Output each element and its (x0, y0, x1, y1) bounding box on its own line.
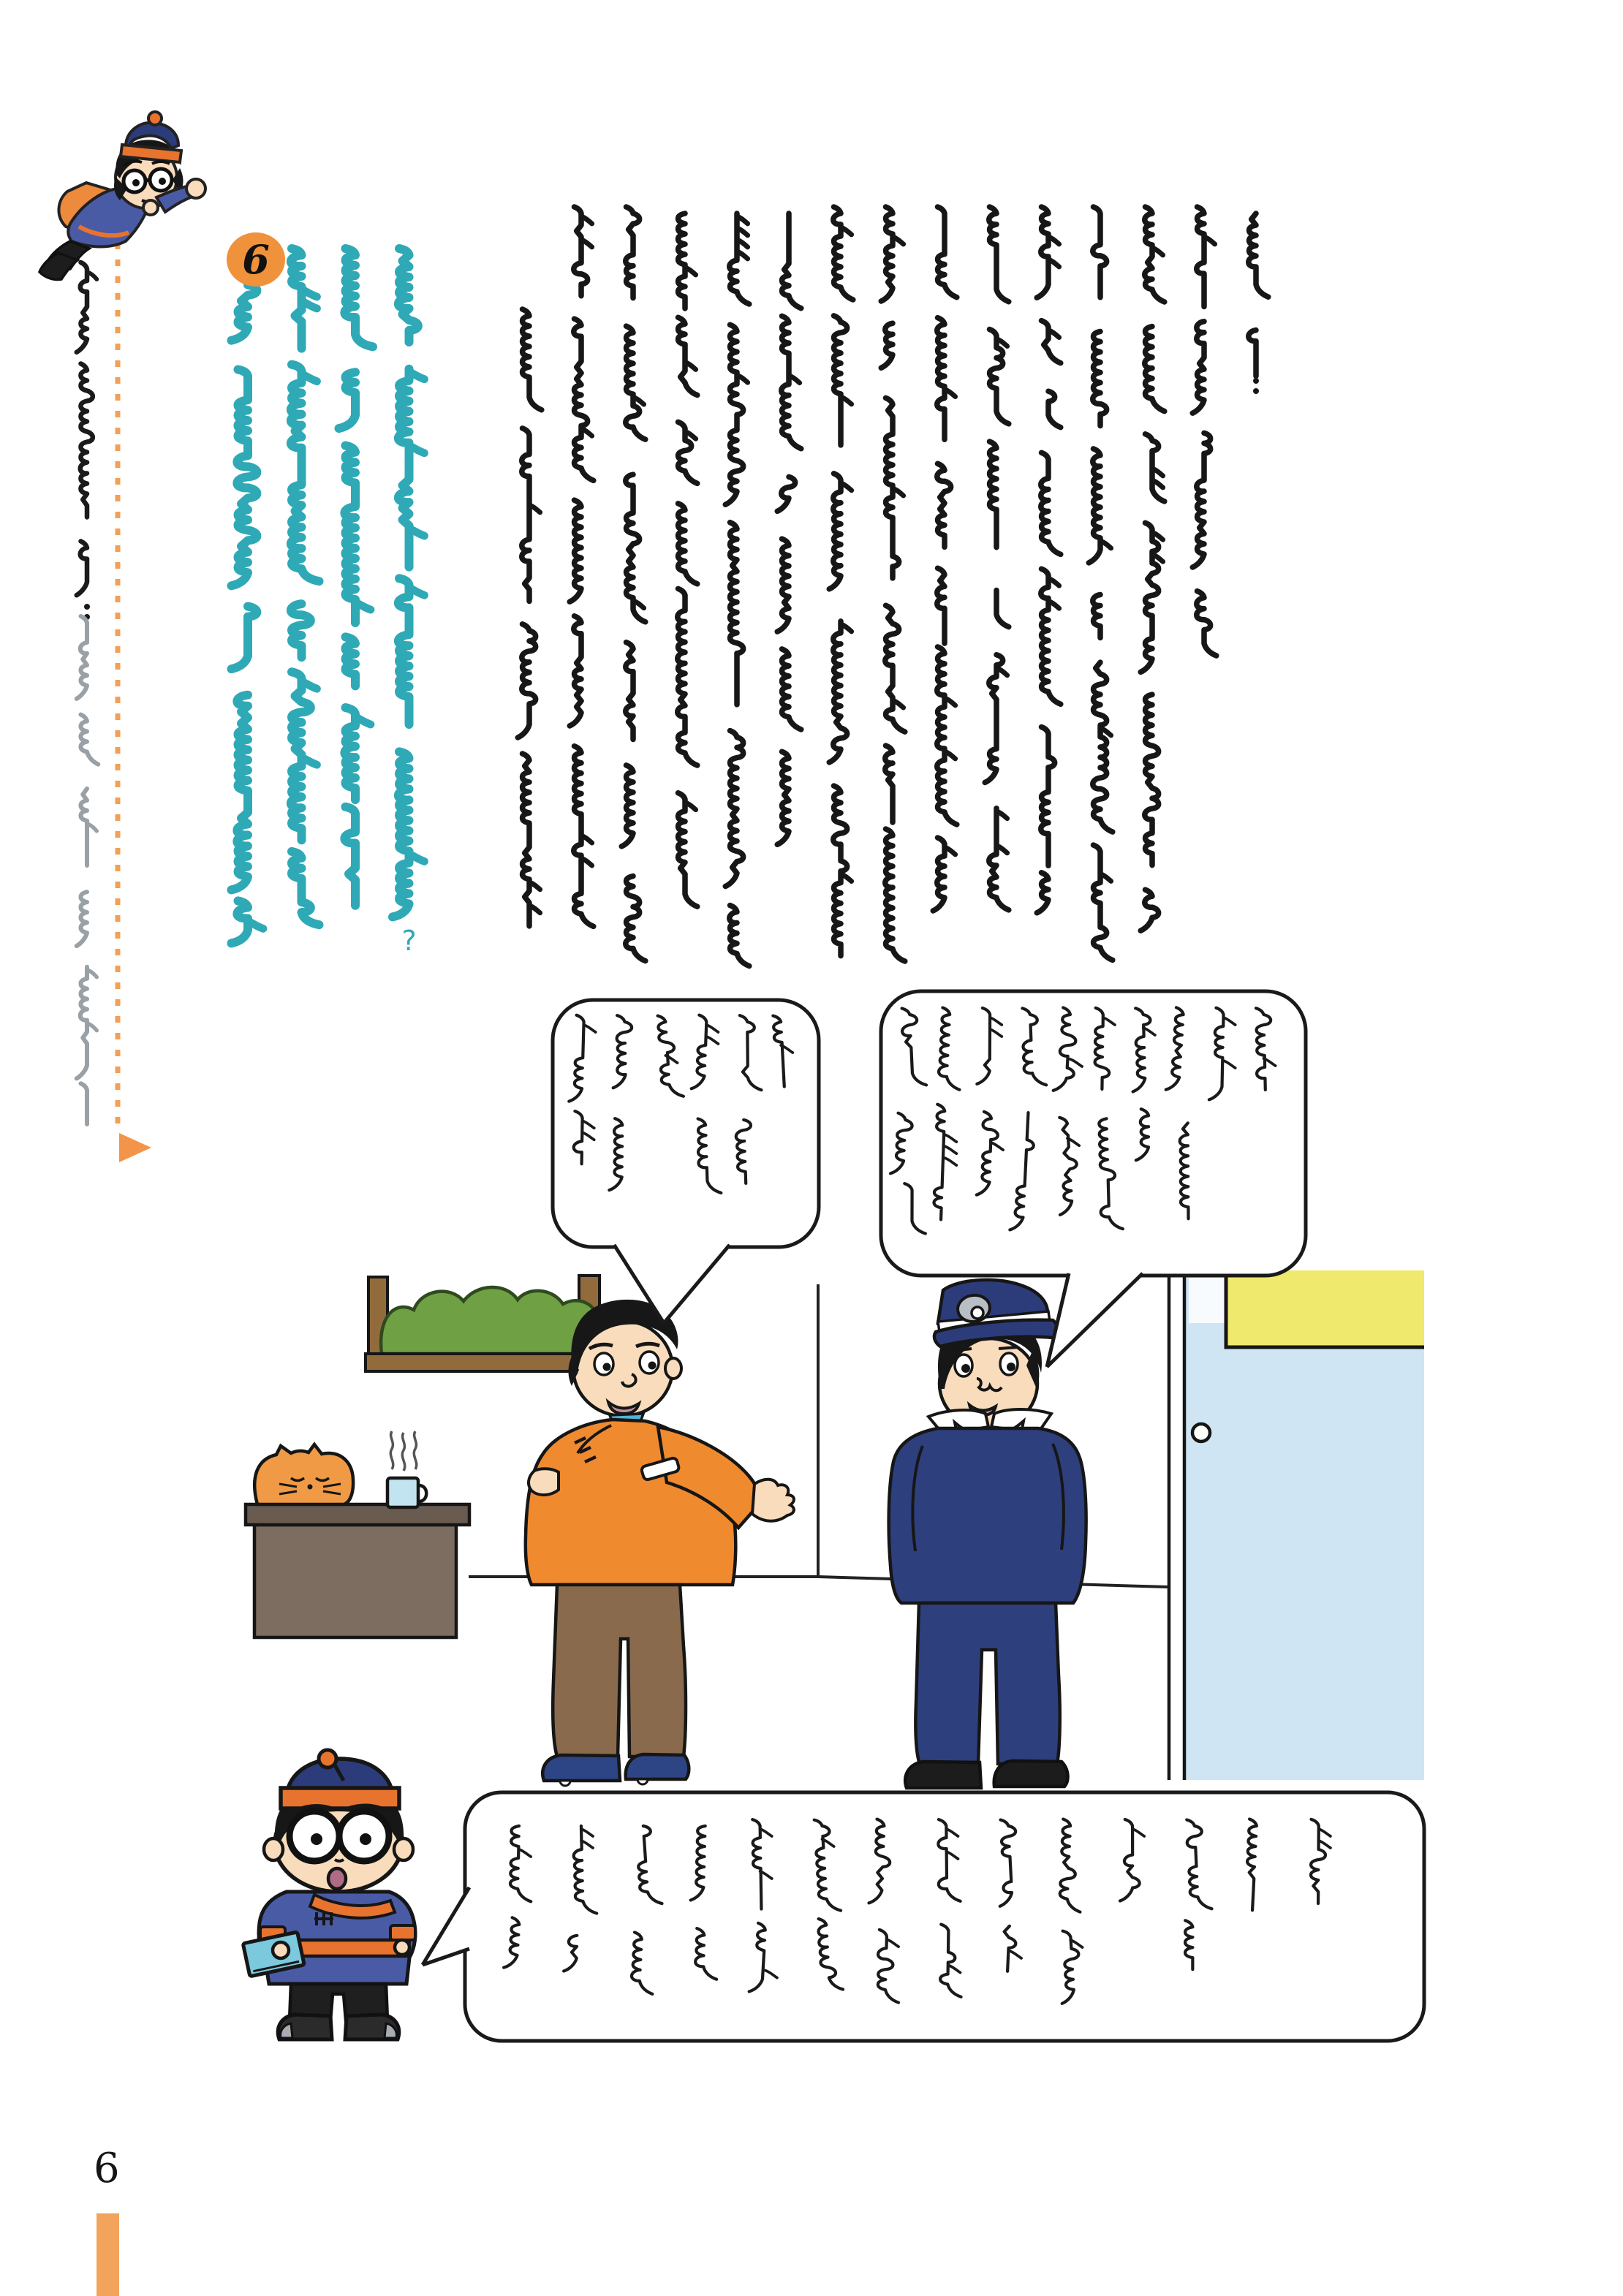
body-script-column (1249, 213, 1268, 394)
man-eye (640, 1352, 659, 1374)
body-script-column (725, 213, 749, 966)
lesson-number-badge (227, 232, 285, 287)
arrow-triangle-icon (119, 1133, 151, 1162)
man-pants (553, 1585, 686, 1757)
cat-body (254, 1444, 353, 1504)
door-highlight (1189, 1278, 1227, 1323)
body-script-column (985, 207, 1009, 910)
body-script-column (518, 309, 542, 926)
body-script-column (621, 207, 646, 961)
man-shoe (626, 1754, 689, 1779)
mascot-eye (159, 178, 166, 185)
man-pupil (648, 1362, 657, 1370)
man-hand-right (752, 1479, 794, 1521)
mascot-eye (132, 179, 140, 186)
shrubs (381, 1287, 599, 1354)
body-script-column (777, 213, 801, 844)
police-pupil (1007, 1363, 1015, 1371)
body-script-column (933, 207, 957, 911)
door-panel (1184, 1274, 1424, 1780)
boy-stitch-marks (314, 1912, 333, 1925)
boy-hat-knob (319, 1750, 336, 1768)
mascot-hand (186, 179, 205, 198)
police-pants (915, 1603, 1059, 1764)
svg-text:?: ? (401, 925, 417, 957)
cat-nose (308, 1485, 313, 1490)
man-shoe-notch (560, 1781, 570, 1786)
door (1169, 1270, 1424, 1780)
boy-with-book (243, 1750, 415, 2039)
mascot-hand (143, 200, 158, 215)
police-shoe (905, 1762, 981, 1788)
man-shoe (542, 1755, 620, 1781)
desk-top (246, 1504, 469, 1525)
steam-icon (390, 1431, 393, 1469)
mascot-hat-knob (148, 112, 162, 125)
door-transom (1226, 1270, 1424, 1347)
heading-script-column (232, 249, 264, 943)
man-ear (665, 1358, 681, 1379)
speech-bubble-boy (423, 1792, 1424, 2041)
boy-hand (273, 1942, 289, 1958)
heading-script-column (291, 249, 319, 925)
man-eye (594, 1353, 613, 1375)
body-script-column (1140, 207, 1165, 931)
heading-script-column (393, 249, 425, 957)
desk-front (254, 1525, 456, 1637)
body-script-column (1192, 207, 1217, 656)
body-script-column (1089, 207, 1113, 960)
body-script-column (1037, 207, 1061, 913)
sleeping-cat (254, 1444, 353, 1504)
boy-nose (335, 1860, 344, 1861)
boy-ear (264, 1838, 283, 1860)
man-hand-left (529, 1469, 559, 1495)
steam-icon (402, 1433, 404, 1471)
steam-icon (414, 1431, 416, 1469)
man-shoe-notch (638, 1779, 648, 1784)
body-script-column (829, 207, 853, 956)
scene-room (243, 991, 1424, 2041)
police-pupil (961, 1364, 970, 1373)
lesson-number: 6 (242, 236, 270, 283)
steaming-cup (387, 1431, 426, 1507)
boy-hand (395, 1940, 409, 1955)
boy-cuff (390, 1925, 415, 1940)
sidebar-script-gray (77, 616, 98, 1124)
footer-accent-bar (97, 2213, 119, 2296)
man-pupil (603, 1363, 611, 1371)
boy-pupil (360, 1833, 371, 1845)
body-script-column (881, 207, 905, 961)
desk (246, 1504, 469, 1637)
police-shoe (994, 1761, 1068, 1787)
mascot-glasses-bridge (145, 180, 151, 181)
door-handle (1192, 1424, 1210, 1441)
boy-mouth (328, 1868, 346, 1889)
body-script-column (570, 207, 594, 926)
sidebar-script-black (77, 262, 97, 620)
cup (387, 1478, 418, 1507)
page-number: 6 (94, 2145, 120, 2192)
boy-hat-band (281, 1788, 399, 1808)
police-cap-badge-center (972, 1307, 983, 1319)
heading-script-column (339, 249, 374, 906)
boy-pupil (311, 1833, 322, 1845)
mascot-flying-boy (39, 112, 205, 280)
boy-ear (394, 1838, 413, 1860)
mascot-boot (39, 253, 77, 280)
body-script-column (678, 213, 697, 906)
